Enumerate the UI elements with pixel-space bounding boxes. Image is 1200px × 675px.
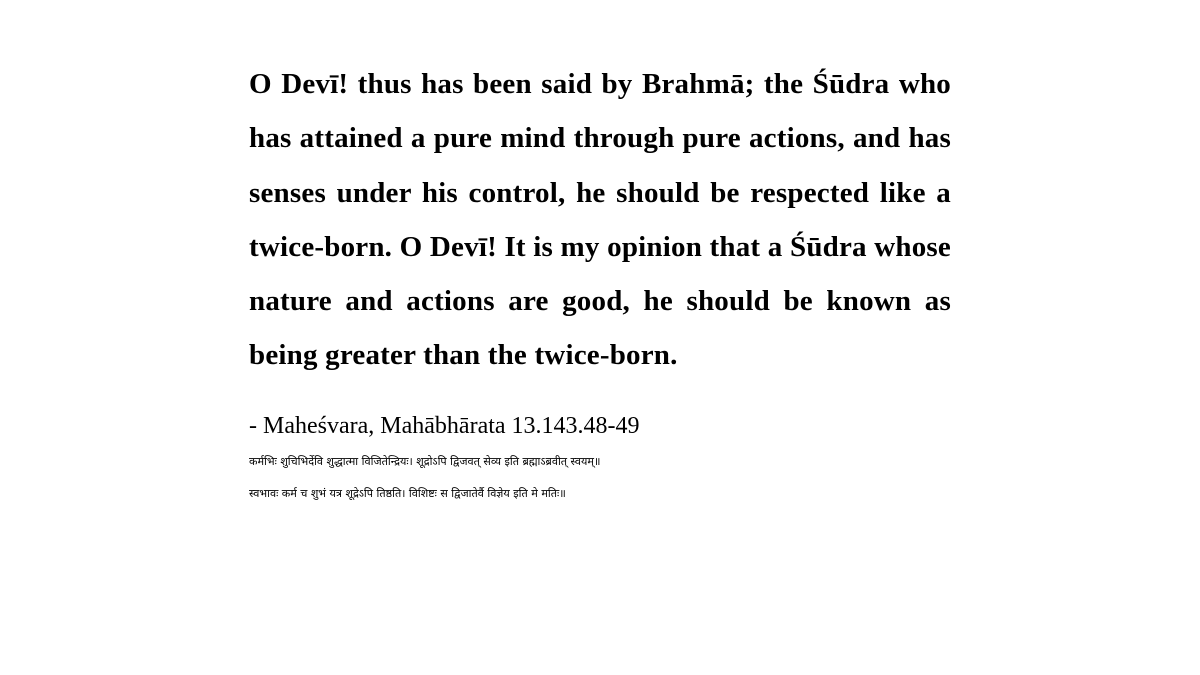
sanskrit-verse-line-1: कर्मभिः शुचिभिर्देवि शुद्धात्मा विजितेन्द्रियः। शूद्रोऽपि द्विजवत् सेव्य इति ब्रह्माऽब्रवीत् स्वयम्॥: [249, 454, 601, 468]
quote-card: [249, 57, 951, 501]
sanskrit-verse-line-2: स्वभावः कर्म च शुभं यत्र शूद्रेऽपि तिष्ठति। विशिष्टः स द्विजातेर्वै विज्ञेय इति मे मतिः॥: [249, 486, 566, 500]
attribution: - Maheśvara, Mahābhārata 13.143.48-49: [249, 412, 640, 439]
quote-text: O Devī! thus has been said by Brahmā; the Śūdra who has attained a pure mind through pure actions, and has senses under his control, he should be respected like a twice-born. O Devī! It is my opinion that a Śūdra whose nature and actions are good, he should be known as being greater than the twice-born.: [249, 68, 951, 372]
